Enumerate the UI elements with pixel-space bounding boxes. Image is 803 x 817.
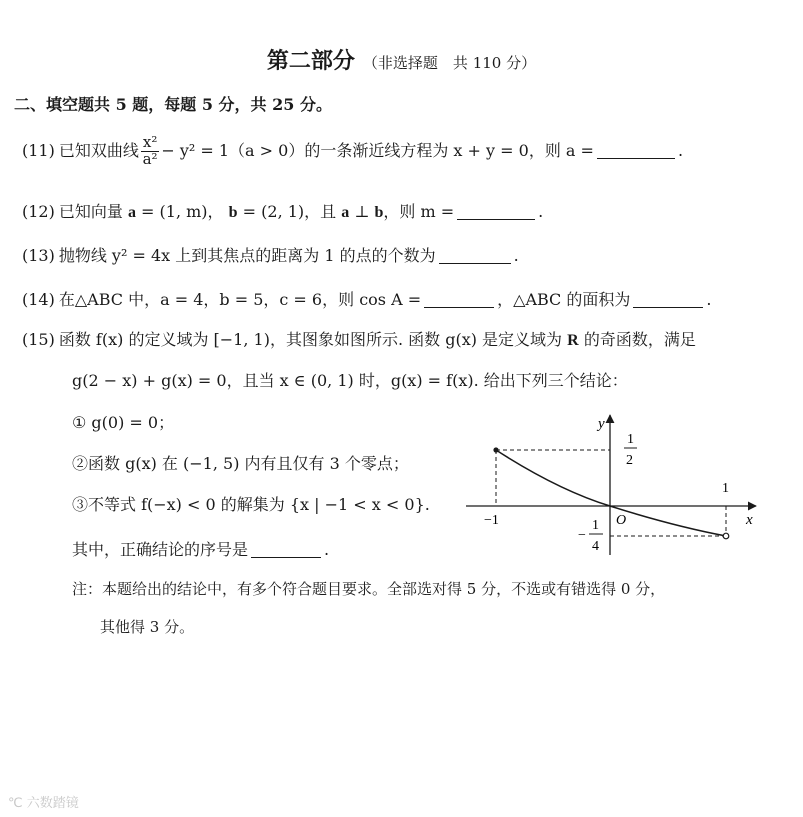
q13-text-2: . — [513, 246, 519, 265]
q15-text-1b: 的奇函数，满足 — [583, 330, 696, 349]
q15-condition: g(2 − x) + g(x) = 0，且当 x ∈ (0, 1) 时，g(x) = f(x). 给出下列三个结论： — [72, 371, 628, 390]
question-number: (13) — [22, 246, 55, 265]
quarter-numerator: 1 — [592, 518, 599, 533]
question-11 — [22, 135, 683, 168]
title-subtitle: （非选择题 共 110 分） — [362, 54, 537, 72]
q11-text-2: − y² = 1（a > 0）的一条渐近线方程为 x + y = 0，则 a = — [161, 140, 594, 160]
half-numerator: 1 — [627, 432, 634, 447]
y-axis-label: y — [598, 416, 605, 432]
q15-text-3: 其中，正确结论的序号是 — [72, 540, 249, 559]
vector-b: b — [374, 204, 384, 221]
origin-label: O — [616, 513, 627, 528]
q12-text-6: . — [538, 202, 544, 221]
q11-frac-num: x² — [142, 133, 158, 151]
q15-answer-line — [72, 537, 329, 560]
closed-endpoint — [493, 447, 498, 452]
answer-blank-1[interactable] — [424, 291, 494, 308]
title-text: 第二部分 — [266, 48, 355, 74]
question-number: (15) — [22, 330, 55, 349]
q12-text-1: 已知向量 — [58, 202, 123, 221]
answer-blank[interactable] — [597, 142, 675, 159]
note-line-1: 注：本题给出的结论中，有多个符合题目要求。全部选对得 5 分，不选或有错选得 0 分， — [72, 580, 666, 598]
x-tick-pos1: 1 — [722, 481, 729, 496]
conclusion-3: ③不等式 f(−x) < 0 的解集为 {x | −1 < x < 0}. — [72, 495, 430, 514]
page-title — [0, 44, 803, 75]
answer-blank[interactable] — [251, 541, 321, 558]
question-13 — [22, 243, 519, 266]
section-heading: 二、填空题共 5 题，每题 5 分，共 25 分。 — [14, 95, 332, 114]
question-12 — [22, 199, 543, 222]
vector-b: b — [228, 204, 238, 221]
q11-frac-den: a² — [142, 149, 158, 168]
vector-a: a — [341, 204, 350, 221]
note-line-2: 其他得 3 分。 — [100, 618, 195, 636]
question-number: (12) — [22, 202, 55, 221]
quarter-denominator: 4 — [592, 539, 599, 554]
q11-text-1: 已知双曲线 — [58, 140, 139, 160]
q12-text-3: = (2, 1)，且 — [242, 202, 337, 221]
function-curve — [496, 450, 726, 536]
q12-perp: ⊥ — [354, 202, 370, 221]
q15-text-4: . — [324, 540, 330, 559]
q14-text-2: ，△ABC 的面积为 — [497, 290, 631, 309]
conclusion-2: ②函数 g(x) 在 (−1, 5) 内有且仅有 3 个零点； — [72, 454, 409, 473]
answer-blank-2[interactable] — [633, 291, 703, 308]
q12-text-2: = (1, m)， — [141, 202, 224, 221]
q14-text-3: . — [706, 290, 712, 309]
answer-blank[interactable] — [457, 203, 535, 220]
q11-fraction — [141, 135, 159, 168]
answer-blank[interactable] — [439, 247, 511, 264]
watermark: ℃ 六数踏镜 — [8, 796, 79, 811]
q12-text-5: ，则 m = — [383, 202, 455, 221]
q11-text-3: . — [677, 140, 684, 160]
vector-a: a — [127, 204, 136, 221]
question-15 — [22, 327, 696, 350]
question-number: (14) — [22, 290, 55, 309]
q14-text-1: 在△ABC 中，a = 4，b = 5，c = 6，则 cos A = — [58, 290, 422, 309]
quarter-sign: − — [578, 528, 586, 543]
conclusion-1: ① g(0) = 0； — [72, 413, 175, 432]
question-14 — [22, 287, 711, 310]
q13-text-1: 抛物线 y² = 4x 上到其焦点的距离为 1 的点的个数为 — [58, 246, 436, 265]
question-number: (11) — [22, 140, 55, 160]
open-endpoint — [723, 533, 729, 539]
x-axis-label: x — [746, 512, 753, 528]
real-set-symbol: R — [567, 332, 579, 349]
half-denominator: 2 — [626, 453, 633, 468]
q15-text-1a: 函数 f(x) 的定义域为 [−1, 1)，其图象如图所示. 函数 g(x) 是定义域为 — [58, 330, 563, 349]
function-graph — [458, 410, 768, 560]
x-tick-neg1: −1 — [484, 513, 499, 528]
